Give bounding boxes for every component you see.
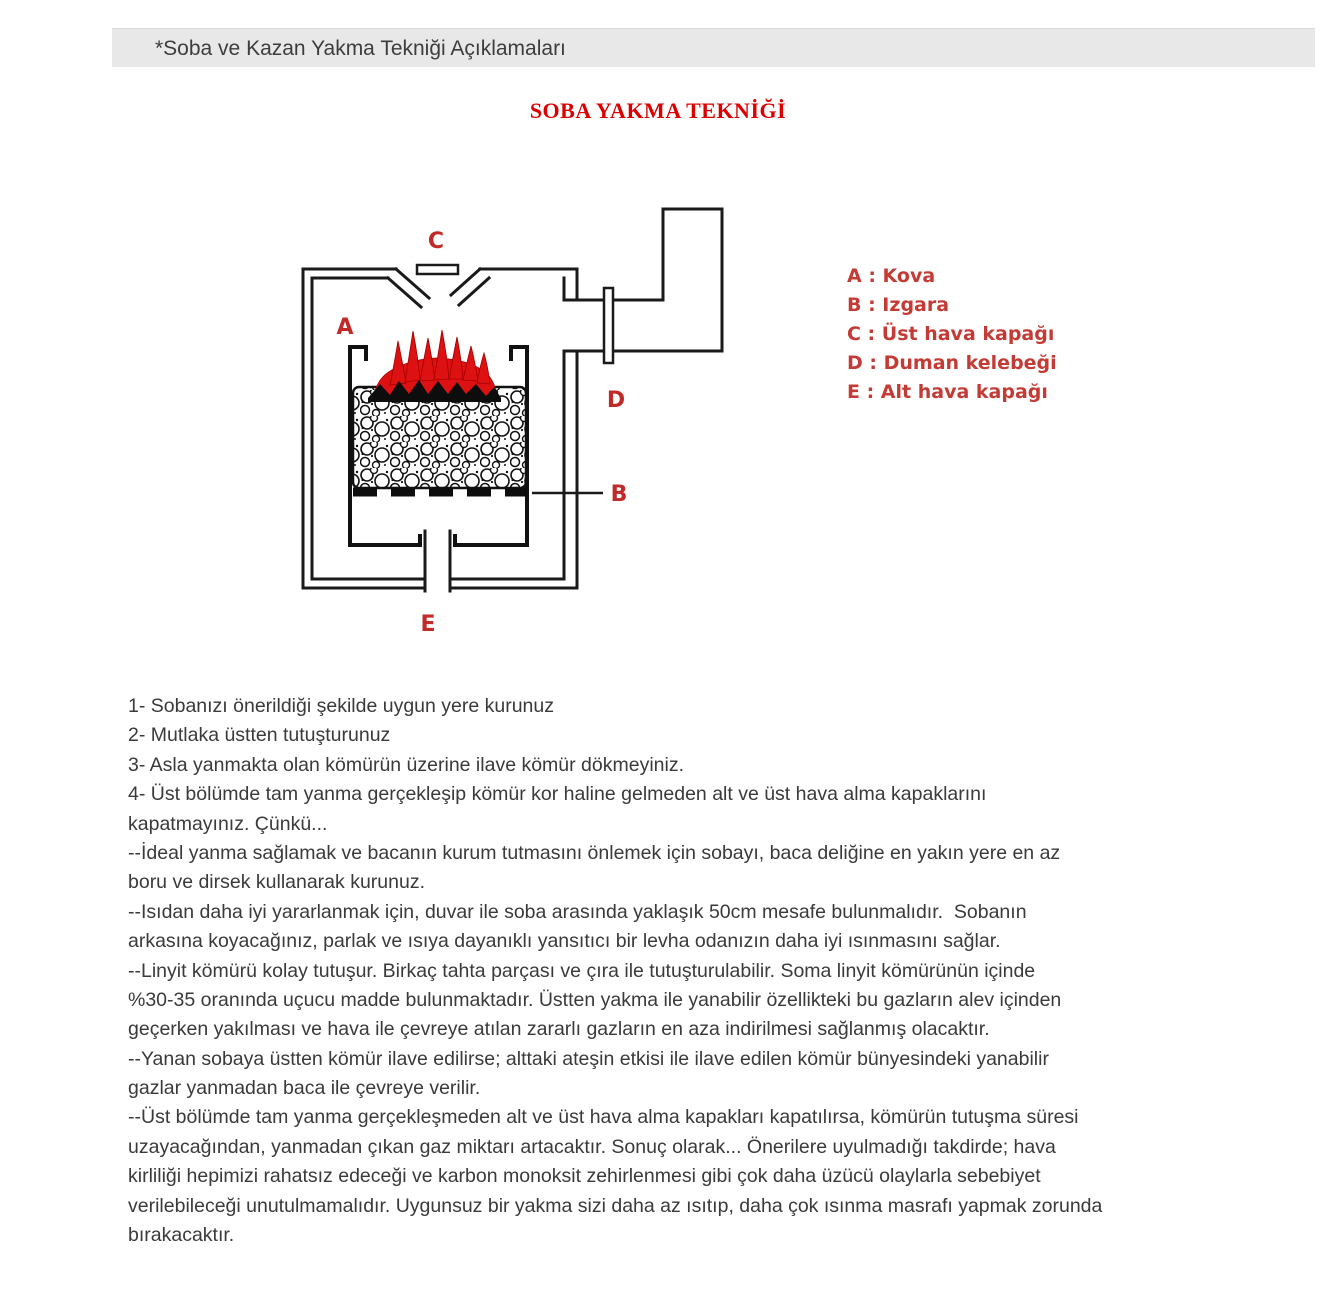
text-line: --Üst bölümde tam yanma gerçekleşmeden alt ve üst hava alma kapakları kapatılırsa, kömürün tutuşma süresi [128,1106,1079,1129]
text-line: verilebileceği unutulmamalıdır. Uygunsuz bir yakma sizi daha az ısıtıp, daha çok ısınma masrafı yapmak zorunda [128,1194,1103,1217]
coal-pile [353,387,526,488]
text-line: 2- Mutlaka üstten tutuşturunuz [128,724,391,747]
text-line: 3- Asla yanmakta olan kömürün üzerine ilave kömür dökmeyiniz. [128,753,685,776]
legend [847,262,1057,407]
text-line: --Linyit kömürü kolay tutuşur. Birkaç tahta parçası ve çıra ile tutuşturulabilir. Soma linyit kömürünün içinde [128,959,1036,982]
legend-item: B : Izgara [847,294,950,316]
page-title: SOBA YAKMA TEKNİĞİ [529,98,787,123]
legend-item: C : Üst hava kapağı [847,323,1055,345]
text-line: arkasına koyacağınız, parlak ve ısıya dayanıklı yansıtıcı bir levha odanızın daha iyi ısınmasını sağlar. [128,930,1001,953]
top-cap [417,265,458,274]
text-line: bırakacaktır. [128,1224,235,1247]
text-line: --Yanan sobaya üstten kömür ilave edilirse; alttaki ateşin etkisi ile ilave edilen kömür bünyesindeki yanabilir [128,1047,1049,1070]
legend-item: A : Kova [847,265,936,287]
header-bar [112,28,1315,67]
text-line: boru ve dirsek kullanarak kurunuz. [128,871,425,894]
text-line: 4- Üst bölümde tam yanma gerçekleşip kömür kor haline gelmeden alt ve üst hava alma kapaklarını [128,783,987,806]
legend-item: E : Alt hava kapağı [847,381,1048,403]
text-line: gazlar yanmadan baca ile çevreye verilir. [128,1077,481,1100]
text-line: --Isıdan daha iyi yararlanmak için, duvar ile soba arasında yaklaşık 50cm mesafe bulunmalıdır. Sobanın [128,900,1027,923]
label-c: C [427,229,445,254]
label-a: A [336,315,354,340]
text-line: kirliliği hepimizi rahatsız edeceği ve karbon monoksit zehirlenmesi gibi çok daha üzücü olaylarla sebebiyet [128,1165,1041,1188]
label-e: E [420,612,436,637]
text-line: geçerken yakılması ve hava ile çevreye atılan zararlı gazların en aza indirilmesi sağlanmış olacaktır. [128,1018,990,1041]
text-line: kapatmayınız. Çünkü... [128,812,328,835]
text-line: uzayacağından, yanmadan çıkan gaz miktarı artacaktır. Sonuç olarak... Önerilere uyulmadığı takdirde; hava [128,1135,1056,1158]
text-line: 1- Sobanızı önerildiği şekilde uygun yere kurunuz [128,695,555,717]
legend-item: D : Duman kelebeği [847,352,1057,374]
text-line: %30-35 oranında uçucu madde bulunmaktadır. Üstten yakma ile yanabilir özellikteki bu gazların alev içinden [128,988,1062,1011]
text-line: --İdeal yanma sağlamak ve bacanın kurum tutmasını önlemek için sobayı, baca deliğine en yakın yere en az [128,841,1061,864]
label-d: D [606,388,626,413]
header-title: *Soba ve Kazan Yakma Tekniği Açıklamaları [155,37,566,60]
damper [604,288,613,363]
stove-diagram [280,170,760,670]
body-text [128,692,1328,1250]
label-b: B [610,482,628,507]
